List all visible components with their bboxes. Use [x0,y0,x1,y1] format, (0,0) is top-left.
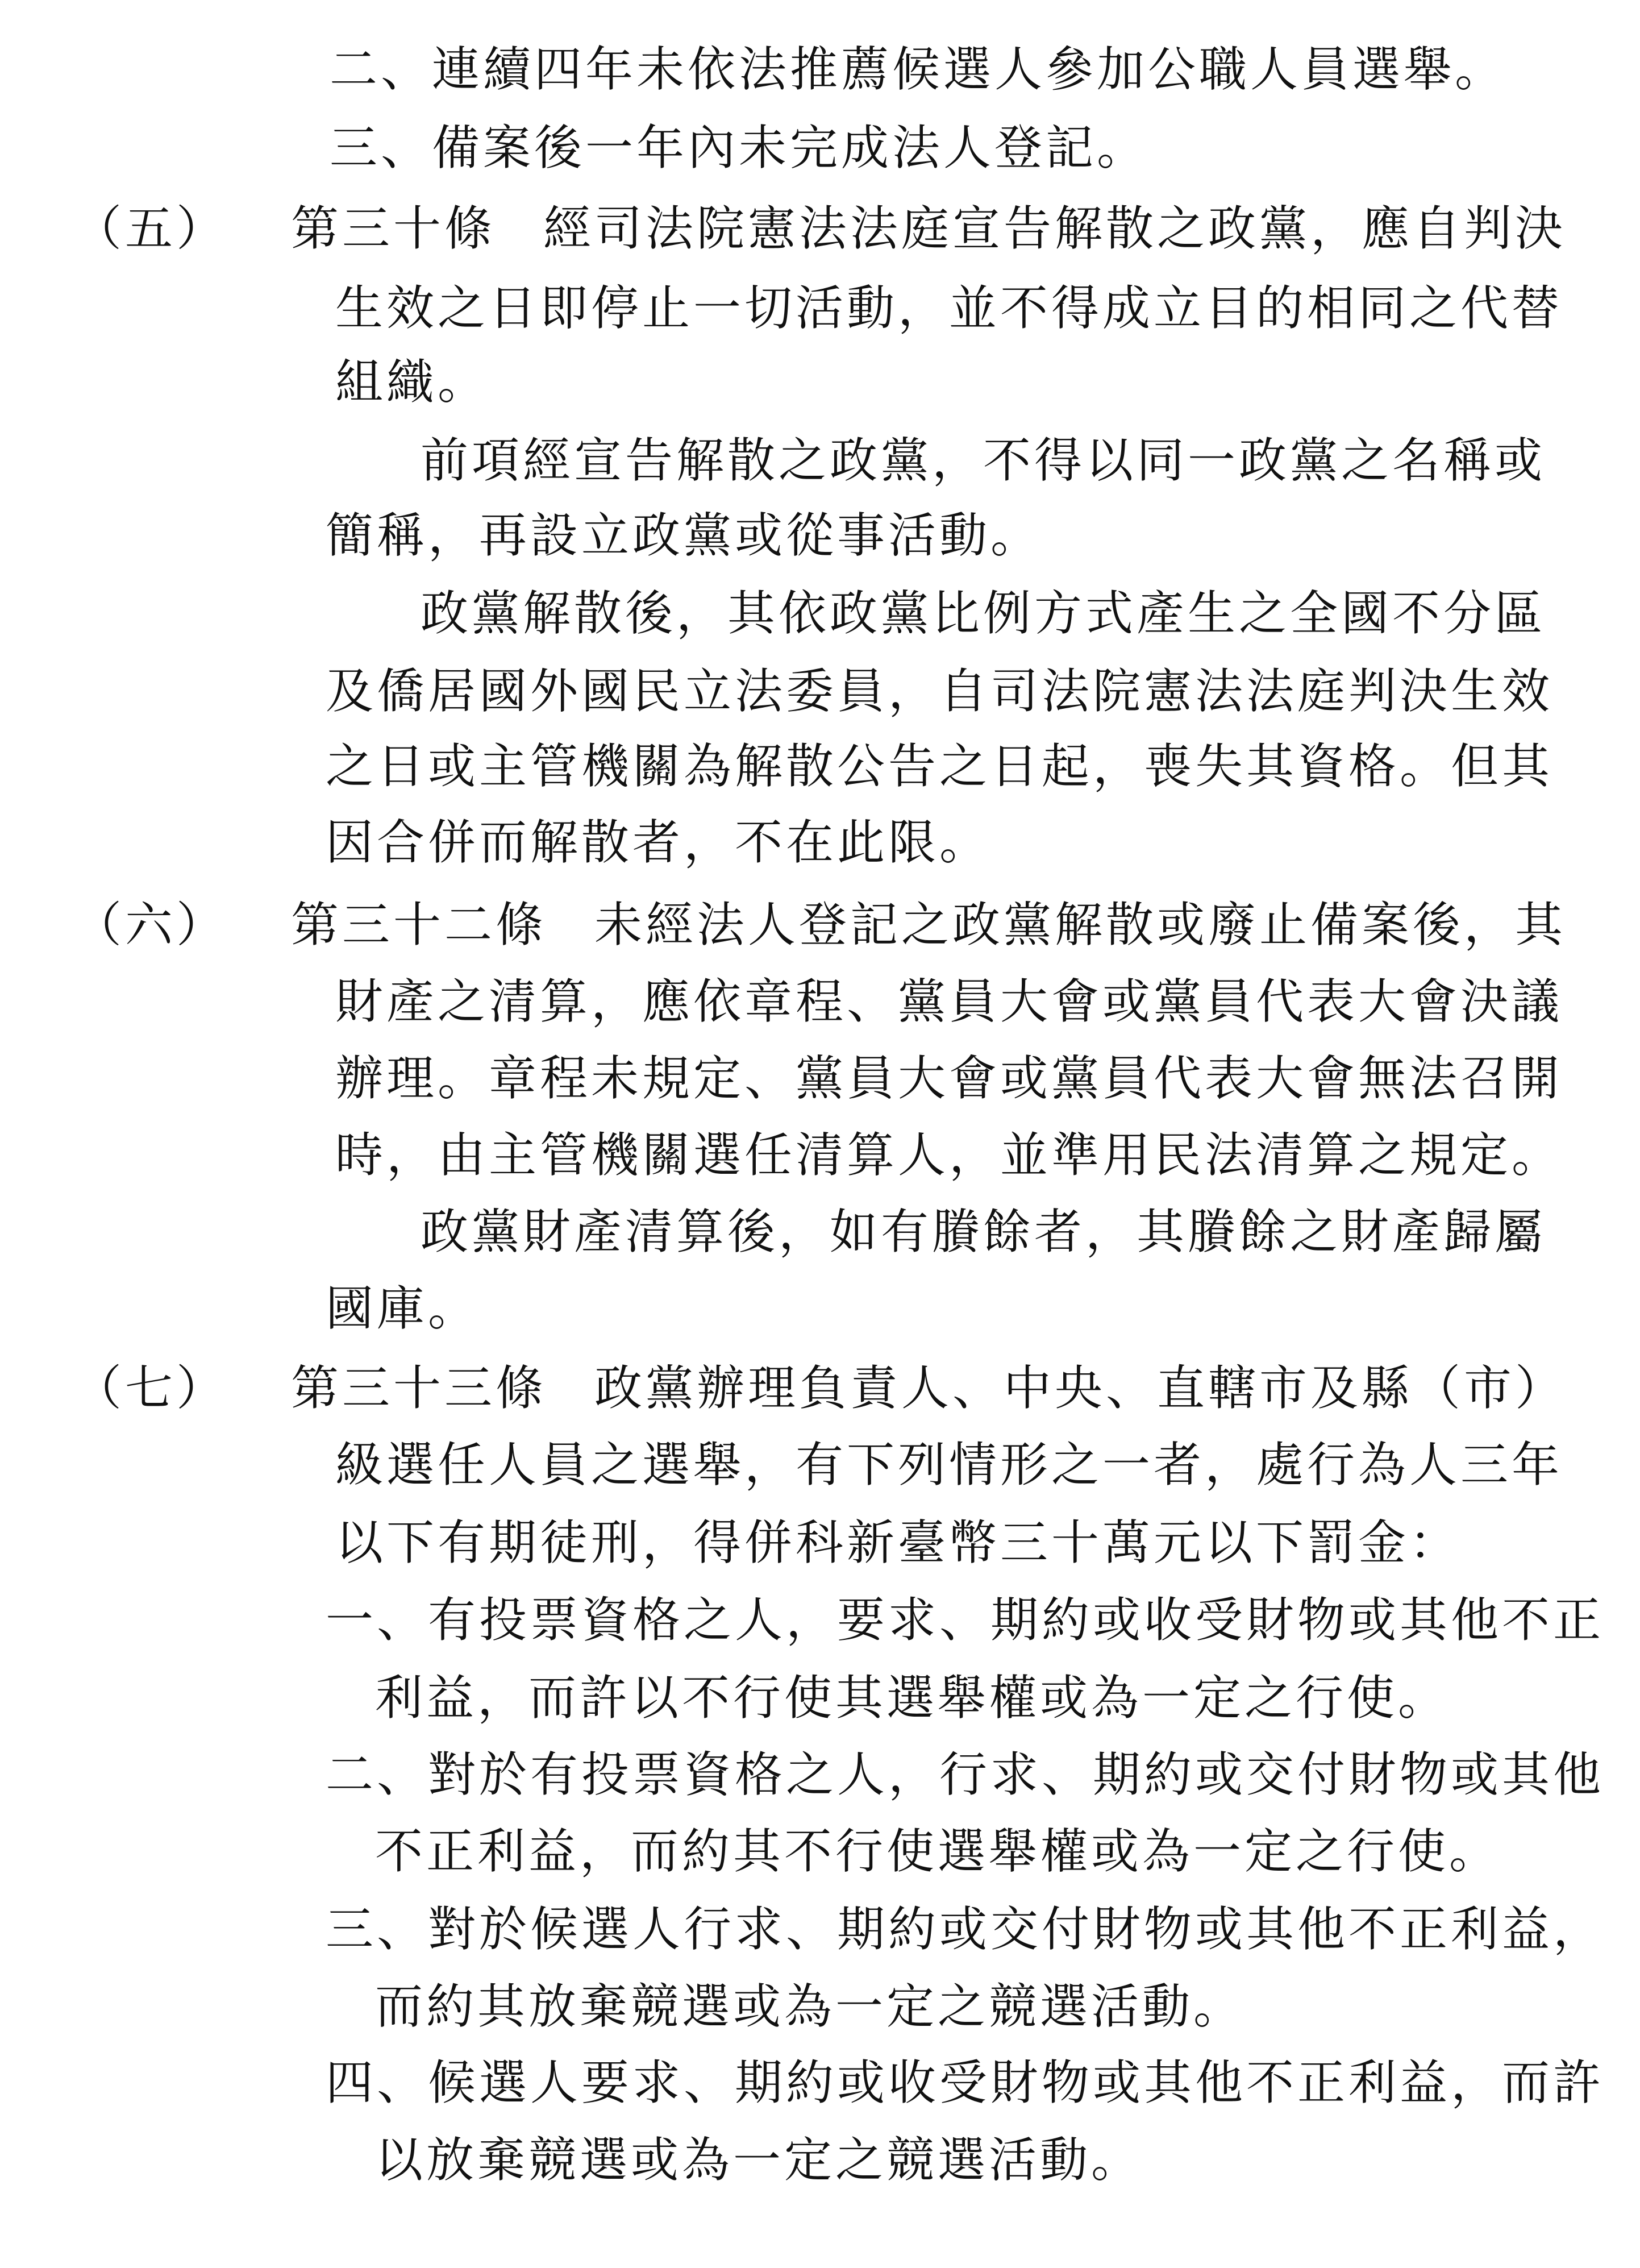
article-text-line: 級選任人員之選舉，有下列情形之一者，處行為人三年 [335,1437,1563,1493]
section-marker: （五） [74,201,228,256]
paragraph-text-line: 前項經宣告解散之政黨，不得以同一政黨之名稱或 [421,433,1546,488]
paragraph-text-line: 之日或主管機關為解散公告之日起，喪失其資格。但其 [326,738,1554,794]
article-text: 政黨辦理負責人、中央、直轄市及縣（市） [594,1360,1567,1416]
paragraph-text-line: 簡稱，再設立政黨或從事活動。 [326,508,1042,563]
section-marker: （六） [74,897,228,953]
paragraph-text-line: 政黨財產清算後，如有賸餘者，其賸餘之財產歸屬 [421,1204,1546,1260]
list-item: 二、連續四年未依法推薦候選人參加公職人員選舉。 [330,41,1506,97]
list-item-continuation: 而約其放棄競選或為一定之競選活動。 [375,1979,1245,2034]
section-marker: （七） [74,1360,228,1416]
list-item-continuation: 利益，而許以不行使其選舉權或為一定之行使。 [375,1670,1450,1726]
list-item: 四、候選人要求、期約或收受財物或其他不正利益，而許 [326,2055,1605,2111]
list-item-continuation: 不正利益，而約其不行使選舉權或為一定之行使。 [375,1823,1501,1879]
paragraph-text-line: 及僑居國外國民立法委員，自司法院憲法法庭判決生效 [326,663,1554,719]
article-text-line: 財產之清算，應依章程、黨員大會或黨員代表大會決議 [335,974,1563,1029]
article-text-line: 辦理。章程未規定、黨員大會或黨員代表大會無法召開 [335,1050,1563,1106]
article-heading-line [291,1360,1567,1416]
list-item: 一、有投票資格之人，要求、期約或收受財物或其他不正 [326,1592,1605,1648]
article-text-line: 時，由主管機關選任清算人，並準用民法清算之規定。 [335,1127,1563,1183]
article-text: 未經法人登記之政黨解散或廢止備案後，其 [594,897,1567,953]
list-item: 三、備案後一年內未完成法人登記。 [330,120,1148,176]
article-heading-line [291,897,1567,953]
paragraph-text-line: 國庫。 [326,1281,480,1336]
paragraph-text-line: 政黨解散後，其依政黨比例方式產生之全國不分區 [421,585,1546,641]
article-text-line: 生效之日即停止一切活動，並不得成立目的相同之代替 [335,280,1563,336]
article-text-line: 以下有期徒刑，得併科新臺幣三十萬元以下罰金： [335,1515,1461,1571]
article-text-line: 組織。 [335,354,489,410]
article-number: 第三十三條 [291,1360,547,1416]
article-number: 第三十二條 [291,897,547,953]
list-item-continuation: 以放棄競選或為一定之競選活動。 [375,2132,1143,2188]
article-text: 經司法院憲法法庭宣告解散之政黨，應自判決 [543,201,1567,256]
article-heading-line [291,201,1567,256]
article-number: 第三十條 [291,201,496,256]
list-item: 三、對於候選人行求、期約或交付財物或其他不正利益， [326,1901,1605,1957]
list-item: 二、對於有投票資格之人，行求、期約或交付財物或其他 [326,1747,1605,1802]
paragraph-text-line: 因合併而解散者，不在此限。 [326,815,991,870]
